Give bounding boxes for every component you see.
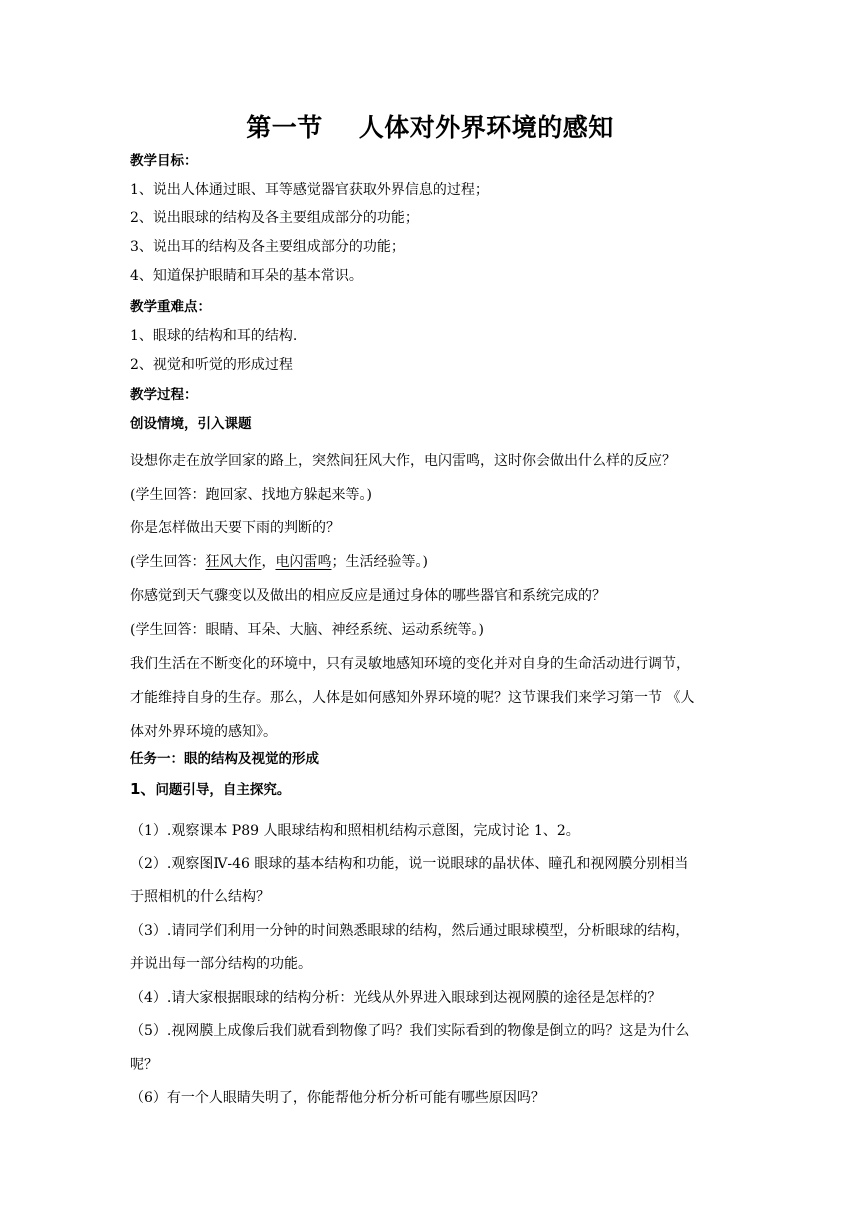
objective-item: 1、说出人体通过眼、耳等感觉器官获取外界信息的过程； [130, 182, 489, 198]
process-heading: 教学过程： [130, 387, 198, 403]
answer-2-suffix: ；生活经验等。) [331, 554, 428, 570]
task1-subheading [130, 779, 290, 800]
key-point-item: 2、视觉和听觉的形成过程 [130, 357, 293, 373]
question-1: 设想你走在放学回家的路上，突然间狂风大作，电闪雷鸣，这时你会做出什么样的反应？ [130, 453, 676, 469]
objectives-heading: 教学目标： [130, 153, 198, 169]
objective-item: 2、说出眼球的结构及各主要组成部分的功能； [130, 210, 419, 226]
question-3: 你感觉到天气骤变以及做出的相应反应是通过身体的哪些器官和系统完成的？ [130, 588, 606, 604]
objective-item: 4、知道保护眼睛和耳朵的基本常识。 [130, 268, 363, 284]
task1-heading: 任务一：眼的结构及视觉的形成 [130, 751, 319, 767]
intro-paragraph-line: 我们生活在不断变化的环境中，只有灵敏地感知环境的变化并对自身的生命活动进行调节， [130, 656, 690, 672]
key-point-item: 1、眼球的结构和耳的结构. [130, 328, 298, 344]
task1-line: 于照相机的什么结构？ [130, 889, 270, 905]
task1-line: （4）.请大家根据眼球的结构分析：光线从外界进入眼球到达视网膜的途径是怎样的？ [130, 990, 662, 1006]
section-topic: 人体对外界环境的感知 [358, 113, 614, 142]
task1-line: （3）.请同学们利用一分钟的时间熟悉眼球的结构，然后通过眼球模型，分析眼球的结构， [130, 923, 690, 939]
intro-heading: 创设情境，引入课题 [130, 416, 252, 432]
task1-line: （5）.视网膜上成像后我们就看到物像了吗？我们实际看到的物像是倒立的吗？这是为什么 [130, 1023, 690, 1039]
task1-line: （1）.观察课本 P89 人眼球结构和照相机结构示意图，完成讨论 1、2。 [130, 823, 580, 839]
answer-1: (学生回答：跑回家、找地方躲起来等。) [130, 487, 372, 503]
key-points-heading: 教学重难点： [130, 299, 211, 315]
answer-2-separator: ， [261, 554, 276, 570]
underlined-phrase: 狂风大作 [205, 554, 262, 570]
task1-line: 呢？ [130, 1057, 158, 1073]
underlined-phrase: 电闪雷鸣 [275, 554, 332, 570]
answer-2-prefix: (学生回答： [130, 554, 206, 570]
task1-line: （2）.观察图Ⅳ-46 眼球的基本结构和功能，说一说眼球的晶状体、瞳孔和视网膜分别相当 [130, 856, 689, 872]
section-number: 第一节 [246, 113, 323, 142]
task1-line: 并说出每一部分结构的功能。 [130, 956, 312, 972]
intro-paragraph-line: 才能维持自身的生存。那么，人体是如何感知外界环境的呢？这节课我们来学习第一节 《人 [130, 690, 695, 706]
task1-line: （6）有一个人眼睛失明了，你能帮他分析分析可能有哪些原因吗？ [130, 1090, 545, 1106]
question-2: 你是怎样做出天要下雨的判断的？ [130, 520, 340, 536]
answer-3: (学生回答：眼睛、耳朵、大脑、神经系统、运动系统等。) [130, 622, 484, 638]
page-title [0, 108, 860, 148]
answer-2 [130, 552, 428, 572]
objective-item: 3、说出耳的结构及各主要组成部分的功能； [130, 239, 405, 255]
intro-paragraph-line: 体对外界环境的感知》。 [130, 724, 277, 740]
task1-sub-number: 1、 [130, 780, 156, 798]
task1-sub-title: 问题引导，自主探究。 [155, 782, 291, 798]
